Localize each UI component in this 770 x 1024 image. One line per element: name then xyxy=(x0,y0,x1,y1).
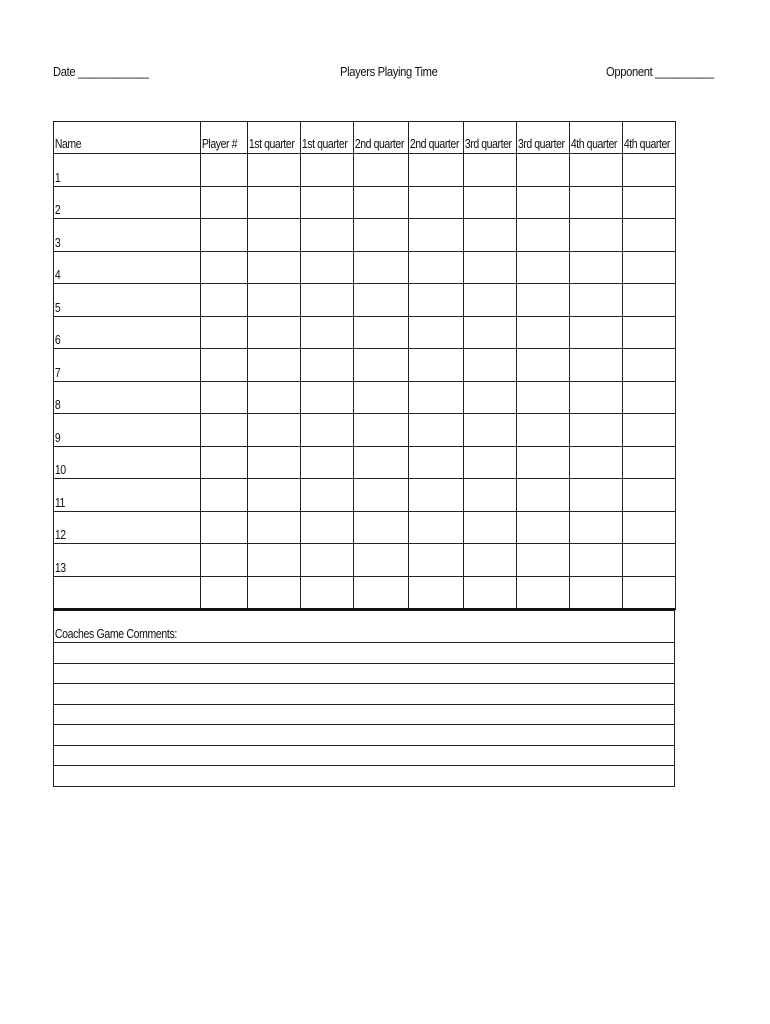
column-header xyxy=(248,122,301,154)
page-title: Players Playing Time xyxy=(340,64,438,79)
table-cell[interactable] xyxy=(517,284,570,317)
table-cell[interactable] xyxy=(301,251,354,284)
table-cell[interactable] xyxy=(248,349,301,382)
table-row xyxy=(54,479,676,512)
table-cell[interactable] xyxy=(201,219,248,252)
player-name-cell[interactable] xyxy=(54,219,201,252)
table-cell[interactable] xyxy=(354,544,409,577)
table-cell[interactable] xyxy=(623,446,676,479)
table-cell[interactable] xyxy=(623,479,676,512)
comment-line-cell[interactable] xyxy=(54,704,675,725)
table-cell[interactable] xyxy=(248,511,301,544)
player-name-cell[interactable] xyxy=(54,349,201,382)
table-cell[interactable] xyxy=(623,381,676,414)
table-cell[interactable] xyxy=(517,544,570,577)
table-cell[interactable] xyxy=(570,284,623,317)
table-cell[interactable] xyxy=(301,284,354,317)
table-cell[interactable] xyxy=(464,414,517,447)
table-cell[interactable] xyxy=(301,511,354,544)
table-cell[interactable] xyxy=(464,349,517,382)
player-name-cell[interactable] xyxy=(54,251,201,284)
table-cell[interactable] xyxy=(201,316,248,349)
table-row xyxy=(54,446,676,479)
table-cell[interactable] xyxy=(201,576,248,609)
comment-line-cell[interactable] xyxy=(54,745,675,766)
player-name-cell[interactable] xyxy=(54,154,201,187)
table-cell[interactable] xyxy=(570,186,623,219)
table-cell[interactable] xyxy=(570,381,623,414)
table-cell[interactable] xyxy=(517,446,570,479)
table-cell[interactable] xyxy=(248,316,301,349)
table-cell[interactable] xyxy=(301,186,354,219)
comment-line xyxy=(54,766,675,787)
column-header xyxy=(201,122,248,154)
coaches-comments-box xyxy=(53,609,675,787)
table-cell[interactable] xyxy=(623,576,676,609)
column-header-label: 4th quarter xyxy=(623,137,671,151)
table-cell[interactable] xyxy=(201,479,248,512)
table-cell[interactable] xyxy=(409,219,464,252)
table-cell[interactable] xyxy=(517,251,570,284)
column-header xyxy=(464,122,517,154)
table-cell[interactable] xyxy=(623,544,676,577)
comment-line-cell[interactable] xyxy=(54,643,675,664)
comments-label-cell[interactable] xyxy=(54,610,675,643)
comment-line xyxy=(54,663,675,684)
table-cell[interactable] xyxy=(517,511,570,544)
comment-line-cell[interactable] xyxy=(54,725,675,746)
table-cell[interactable] xyxy=(409,446,464,479)
table-cell[interactable] xyxy=(623,284,676,317)
row-number: 2 xyxy=(54,203,61,217)
table-cell[interactable] xyxy=(570,446,623,479)
table-cell[interactable] xyxy=(248,154,301,187)
table-row xyxy=(54,414,676,447)
player-name-cell[interactable] xyxy=(54,284,201,317)
player-name-cell[interactable] xyxy=(54,446,201,479)
table-cell[interactable] xyxy=(409,251,464,284)
table-cell[interactable] xyxy=(201,251,248,284)
row-number: 10 xyxy=(54,463,66,477)
table-header-row xyxy=(54,122,676,154)
table-cell[interactable] xyxy=(570,251,623,284)
table-cell[interactable] xyxy=(301,349,354,382)
row-number: 13 xyxy=(54,560,66,575)
table-cell[interactable] xyxy=(517,414,570,447)
table-cell[interactable] xyxy=(248,544,301,577)
column-header-label: 4th quarter xyxy=(570,137,618,151)
table-cell[interactable] xyxy=(354,479,409,512)
table-cell[interactable] xyxy=(623,186,676,219)
comment-line-cell[interactable] xyxy=(54,766,675,787)
table-cell[interactable] xyxy=(248,446,301,479)
table-row xyxy=(54,576,676,609)
table-cell[interactable] xyxy=(623,154,676,187)
table-cell[interactable] xyxy=(464,284,517,317)
table-cell[interactable] xyxy=(409,511,464,544)
table-row xyxy=(54,284,676,317)
table-row xyxy=(54,316,676,349)
player-name-cell[interactable] xyxy=(54,186,201,219)
table-cell[interactable] xyxy=(623,414,676,447)
table-row xyxy=(54,381,676,414)
row-number: 9 xyxy=(54,430,61,445)
table-cell[interactable] xyxy=(248,576,301,609)
row-number: 3 xyxy=(54,235,61,250)
player-name-cell[interactable] xyxy=(54,576,201,609)
column-header xyxy=(570,122,623,154)
column-header xyxy=(517,122,570,154)
table-cell[interactable] xyxy=(464,479,517,512)
table-cell[interactable] xyxy=(464,186,517,219)
table-cell[interactable] xyxy=(570,349,623,382)
table-cell[interactable] xyxy=(409,576,464,609)
table-cell[interactable] xyxy=(517,154,570,187)
table-cell[interactable] xyxy=(201,544,248,577)
column-header-label: 3rd quarter xyxy=(517,137,565,151)
table-cell[interactable] xyxy=(201,414,248,447)
table-cell[interactable] xyxy=(570,154,623,187)
table-cell[interactable] xyxy=(570,316,623,349)
table-cell[interactable] xyxy=(201,284,248,317)
table-cell[interactable] xyxy=(409,414,464,447)
column-header-label: 2nd quarter xyxy=(354,137,404,151)
table-cell[interactable] xyxy=(201,446,248,479)
table-cell[interactable] xyxy=(623,316,676,349)
table-cell[interactable] xyxy=(301,219,354,252)
table-cell[interactable] xyxy=(354,186,409,219)
table-cell[interactable] xyxy=(354,284,409,317)
table-cell[interactable] xyxy=(517,316,570,349)
column-header-label: 2nd quarter xyxy=(409,137,459,151)
table-cell[interactable] xyxy=(354,381,409,414)
table-cell[interactable] xyxy=(464,446,517,479)
row-number: 12 xyxy=(54,528,66,542)
opponent-field-label: Opponent __________ xyxy=(606,64,714,79)
row-number: 1 xyxy=(54,170,61,185)
column-header xyxy=(301,122,354,154)
row-number: 6 xyxy=(54,333,61,347)
table-cell[interactable] xyxy=(409,186,464,219)
table-cell[interactable] xyxy=(301,316,354,349)
table-cell[interactable] xyxy=(623,511,676,544)
player-name-cell[interactable] xyxy=(54,381,201,414)
comments-label-row xyxy=(54,610,675,643)
table-cell[interactable] xyxy=(623,219,676,252)
comment-line xyxy=(54,725,675,746)
comment-line xyxy=(54,704,675,725)
table-row xyxy=(54,251,676,284)
table-cell[interactable] xyxy=(570,544,623,577)
table-cell[interactable] xyxy=(354,414,409,447)
table-cell[interactable] xyxy=(354,154,409,187)
table-cell[interactable] xyxy=(464,381,517,414)
table-cell[interactable] xyxy=(301,154,354,187)
table-cell[interactable] xyxy=(354,316,409,349)
date-field-label: Date ____________ xyxy=(53,64,149,79)
table-cell[interactable] xyxy=(409,284,464,317)
row-number: 8 xyxy=(54,398,61,412)
table-cell[interactable] xyxy=(409,479,464,512)
comment-line-cell[interactable] xyxy=(54,663,675,684)
table-row xyxy=(54,511,676,544)
column-header xyxy=(354,122,409,154)
comment-line xyxy=(54,643,675,664)
playing-time-table xyxy=(53,121,676,610)
table-cell[interactable] xyxy=(570,511,623,544)
table-cell[interactable] xyxy=(517,576,570,609)
table-cell[interactable] xyxy=(248,414,301,447)
column-header-label: 3rd quarter xyxy=(464,137,512,151)
table-row xyxy=(54,349,676,382)
table-cell[interactable] xyxy=(354,349,409,382)
table-cell[interactable] xyxy=(248,381,301,414)
comment-line xyxy=(54,684,675,705)
player-name-cell[interactable] xyxy=(54,316,201,349)
comment-line xyxy=(54,745,675,766)
table-cell[interactable] xyxy=(248,219,301,252)
table-cell[interactable] xyxy=(409,349,464,382)
table-cell[interactable] xyxy=(517,381,570,414)
table-cell[interactable] xyxy=(409,316,464,349)
table-cell[interactable] xyxy=(201,349,248,382)
table-cell[interactable] xyxy=(464,511,517,544)
table-cell[interactable] xyxy=(464,544,517,577)
table-cell[interactable] xyxy=(301,414,354,447)
table-cell[interactable] xyxy=(570,479,623,512)
table-cell[interactable] xyxy=(248,251,301,284)
comments-label: Coaches Game Comments: xyxy=(54,627,178,641)
player-name-cell[interactable] xyxy=(54,414,201,447)
table-row xyxy=(54,219,676,252)
table-cell[interactable] xyxy=(354,251,409,284)
table-cell[interactable] xyxy=(409,154,464,187)
table-cell[interactable] xyxy=(517,479,570,512)
table-cell[interactable] xyxy=(301,381,354,414)
table-row xyxy=(54,154,676,187)
table-cell[interactable] xyxy=(570,219,623,252)
row-number: 5 xyxy=(54,300,61,315)
row-number: 11 xyxy=(54,495,65,510)
column-header xyxy=(54,122,201,154)
table-cell[interactable] xyxy=(301,446,354,479)
table-cell[interactable] xyxy=(517,349,570,382)
table-cell[interactable] xyxy=(623,251,676,284)
table-cell[interactable] xyxy=(301,576,354,609)
table-cell[interactable] xyxy=(248,479,301,512)
table-cell[interactable] xyxy=(623,349,676,382)
row-number: 4 xyxy=(54,268,61,282)
player-name-cell[interactable] xyxy=(54,511,201,544)
comment-line-cell[interactable] xyxy=(54,684,675,705)
column-header-label: 1st quarter xyxy=(301,137,348,151)
player-name-cell[interactable] xyxy=(54,479,201,512)
column-header-label: Player # xyxy=(201,137,238,151)
table-cell[interactable] xyxy=(517,219,570,252)
column-header xyxy=(623,122,676,154)
table-cell[interactable] xyxy=(201,511,248,544)
table-cell[interactable] xyxy=(201,154,248,187)
column-header xyxy=(409,122,464,154)
row-number xyxy=(54,604,55,605)
table-cell[interactable] xyxy=(248,284,301,317)
table-cell[interactable] xyxy=(517,186,570,219)
table-cell[interactable] xyxy=(248,186,301,219)
column-header-label: 1st quarter xyxy=(248,137,295,151)
table-cell[interactable] xyxy=(201,186,248,219)
table-cell[interactable] xyxy=(409,544,464,577)
table-cell[interactable] xyxy=(201,381,248,414)
column-header-label: Name xyxy=(54,137,82,151)
table-cell[interactable] xyxy=(570,414,623,447)
table-cell[interactable] xyxy=(354,511,409,544)
row-number: 7 xyxy=(54,365,61,380)
table-cell[interactable] xyxy=(301,544,354,577)
table-cell[interactable] xyxy=(354,446,409,479)
table-cell[interactable] xyxy=(354,576,409,609)
player-name-cell[interactable] xyxy=(54,544,201,577)
table-cell[interactable] xyxy=(464,251,517,284)
table-cell[interactable] xyxy=(464,154,517,187)
table-cell[interactable] xyxy=(301,479,354,512)
table-cell[interactable] xyxy=(464,576,517,609)
table-cell[interactable] xyxy=(464,316,517,349)
table-cell[interactable] xyxy=(464,219,517,252)
table-row xyxy=(54,544,676,577)
table-cell[interactable] xyxy=(409,381,464,414)
table-row xyxy=(54,186,676,219)
table-cell[interactable] xyxy=(570,576,623,609)
table-cell[interactable] xyxy=(354,219,409,252)
